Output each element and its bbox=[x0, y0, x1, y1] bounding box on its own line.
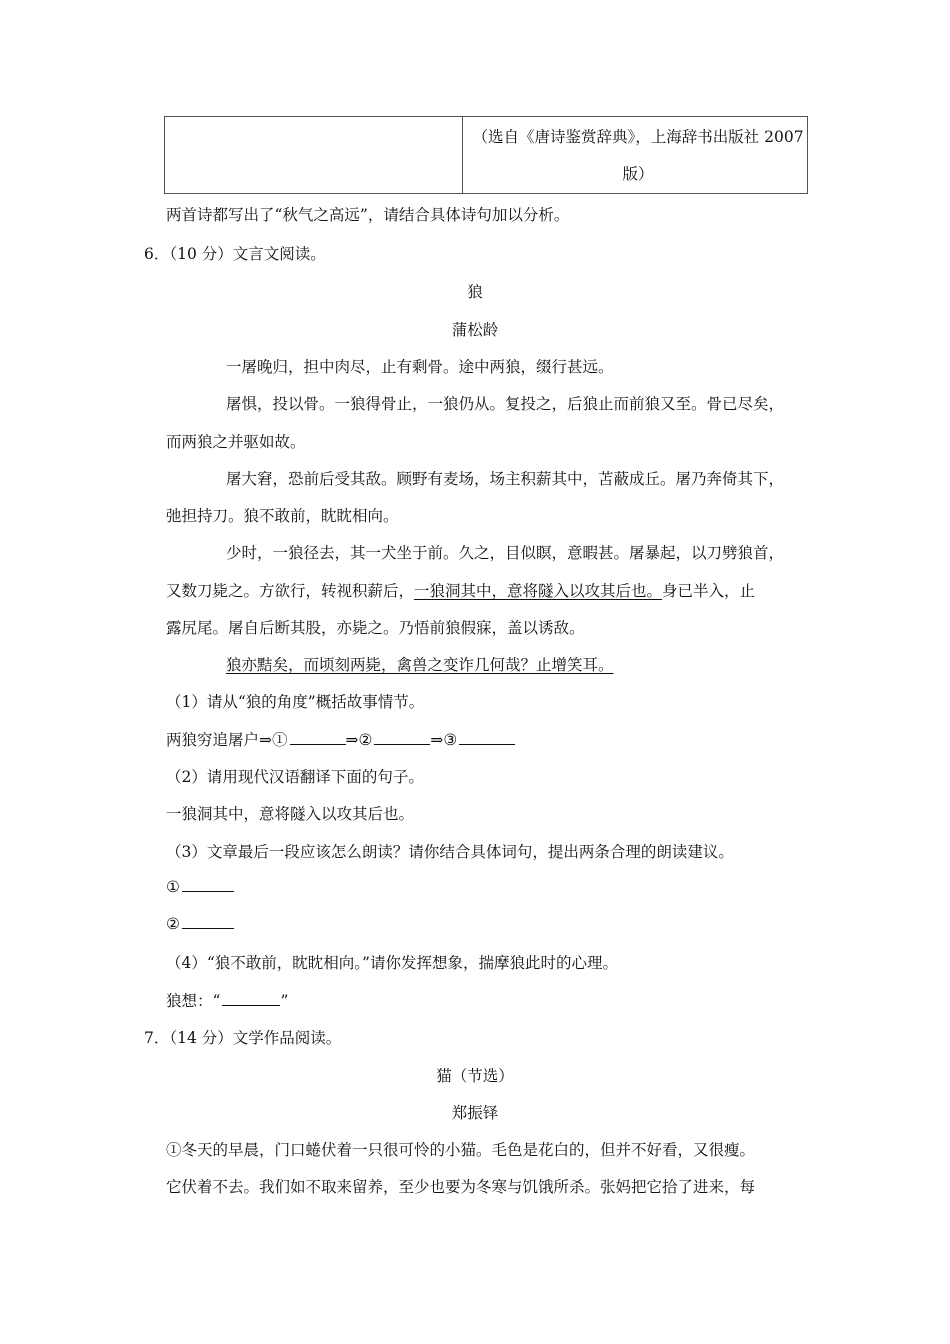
q6-sub-2-sentence: 一狼洞其中，意将隧入以攻其后也。 bbox=[166, 805, 415, 823]
answer-label-a: ① bbox=[166, 878, 180, 896]
q7-title: 猫（节选） bbox=[436, 1067, 514, 1085]
q6-sub-3: （3）文章最后一段应该怎么朗读？请你结合具体词句，提出两条合理的朗读建议。 bbox=[166, 843, 734, 861]
source-line-1: （选自《唐诗鉴赏辞典》，上海辞书出版社 2007 bbox=[472, 128, 804, 146]
plot-step-label-1: 两狼穷追屠户⇒① bbox=[166, 731, 288, 749]
q6-paragraph-2-line-2: 而两狼之并驱如故。 bbox=[166, 433, 306, 451]
q6-sub-4-answer bbox=[166, 989, 288, 1011]
q6-sub-3-answer-b bbox=[166, 914, 234, 933]
plot-step-label-2: ⇒② bbox=[345, 731, 373, 749]
q6-paragraph-3-line-1: 屠大窘，恐前后受其敌。顾野有麦场，场主积薪其中，苫蔽成丘。屠乃奔倚其下， bbox=[226, 470, 785, 488]
q7-paragraph-1-line-1: ①冬天的早晨，门口蜷伏着一只很可怜的小猫。毛色是花白的，但并不好看，又很瘦。 bbox=[166, 1141, 756, 1159]
q7-author: 郑振铎 bbox=[451, 1104, 499, 1122]
q6-sub-4: （4）“狼不敢前，眈眈相向。”请你发挥想象，揣摩狼此时的心理。 bbox=[166, 954, 618, 972]
answer-blank-2[interactable] bbox=[374, 730, 430, 745]
q6-paragraph-4-line-1: 少时，一狼径去，其一犬坐于前。久之，目似瞑，意暇甚。屠暴起，以刀劈狼首， bbox=[226, 544, 785, 562]
answer-blank-1[interactable] bbox=[290, 730, 346, 745]
q6-paragraph-2-line-1: 屠惧，投以骨。一狼得骨止，一狼仍从。复投之，后狼止而前狼又至。骨已尽矣， bbox=[226, 395, 785, 413]
plot-step-label-3: ⇒③ bbox=[430, 731, 458, 749]
q7-header: 7．（14 分）文学作品阅读。 bbox=[144, 1029, 342, 1047]
p4-text-b: 身已半入，止 bbox=[662, 582, 756, 600]
answer-blank-3[interactable] bbox=[459, 730, 515, 745]
q6-author: 蒲松龄 bbox=[451, 321, 499, 339]
q6-sub-1: （1）请从“狼的角度”概括故事情节。 bbox=[166, 693, 425, 711]
source-table bbox=[164, 116, 808, 194]
q6-sub-3-answer-a bbox=[166, 877, 234, 896]
q6-sub-1-answer-line bbox=[166, 728, 515, 750]
q6-paragraph-4-line-3: 露尻尾。屠自后断其股，亦毙之。乃悟前狼假寐，盖以诱敌。 bbox=[166, 619, 585, 637]
q6-paragraph-4-line-2 bbox=[166, 579, 755, 601]
p4-text-a: 又数刀毙之。方欲行，转视积薪后， bbox=[166, 582, 415, 600]
q6-sub-2: （2）请用现代汉语翻译下面的句子。 bbox=[166, 768, 424, 786]
q6-paragraph-3-line-2: 弛担持刀。狼不敢前，眈眈相向。 bbox=[166, 507, 399, 525]
table-source-cell bbox=[463, 117, 807, 193]
q6-paragraph-5: 狼亦黠矣，而顷刻两毙，禽兽之变诈几何哉？止增笑耳。 bbox=[226, 656, 614, 674]
answer-blank-wolf[interactable] bbox=[222, 991, 280, 1006]
q6-header: 6．（10 分）文言文阅读。 bbox=[144, 245, 326, 263]
q6-paragraph-1: 一屠晚归，担中肉尽，止有剩骨。途中两狼，缀行甚远。 bbox=[226, 358, 614, 376]
q5-prompt: 两首诗都写出了“秋气之高远”，请结合具体诗句加以分析。 bbox=[166, 206, 570, 224]
source-line-2: 版） bbox=[622, 165, 654, 183]
wolf-thought-close: ” bbox=[280, 992, 289, 1010]
q6-title: 狼 bbox=[467, 283, 483, 301]
q7-paragraph-1-line-2: 它伏着不去。我们如不取来留养，至少也要为冬寒与饥饿所杀。张妈把它拾了进来，每 bbox=[166, 1178, 756, 1196]
p4-underlined-sentence: 一狼洞其中，意将隧入以攻其后也。 bbox=[414, 582, 663, 600]
answer-blank-a[interactable] bbox=[182, 877, 234, 892]
answer-blank-b[interactable] bbox=[182, 914, 234, 929]
wolf-thought-open: 狼想：“ bbox=[166, 992, 221, 1010]
answer-label-b: ② bbox=[166, 915, 180, 933]
